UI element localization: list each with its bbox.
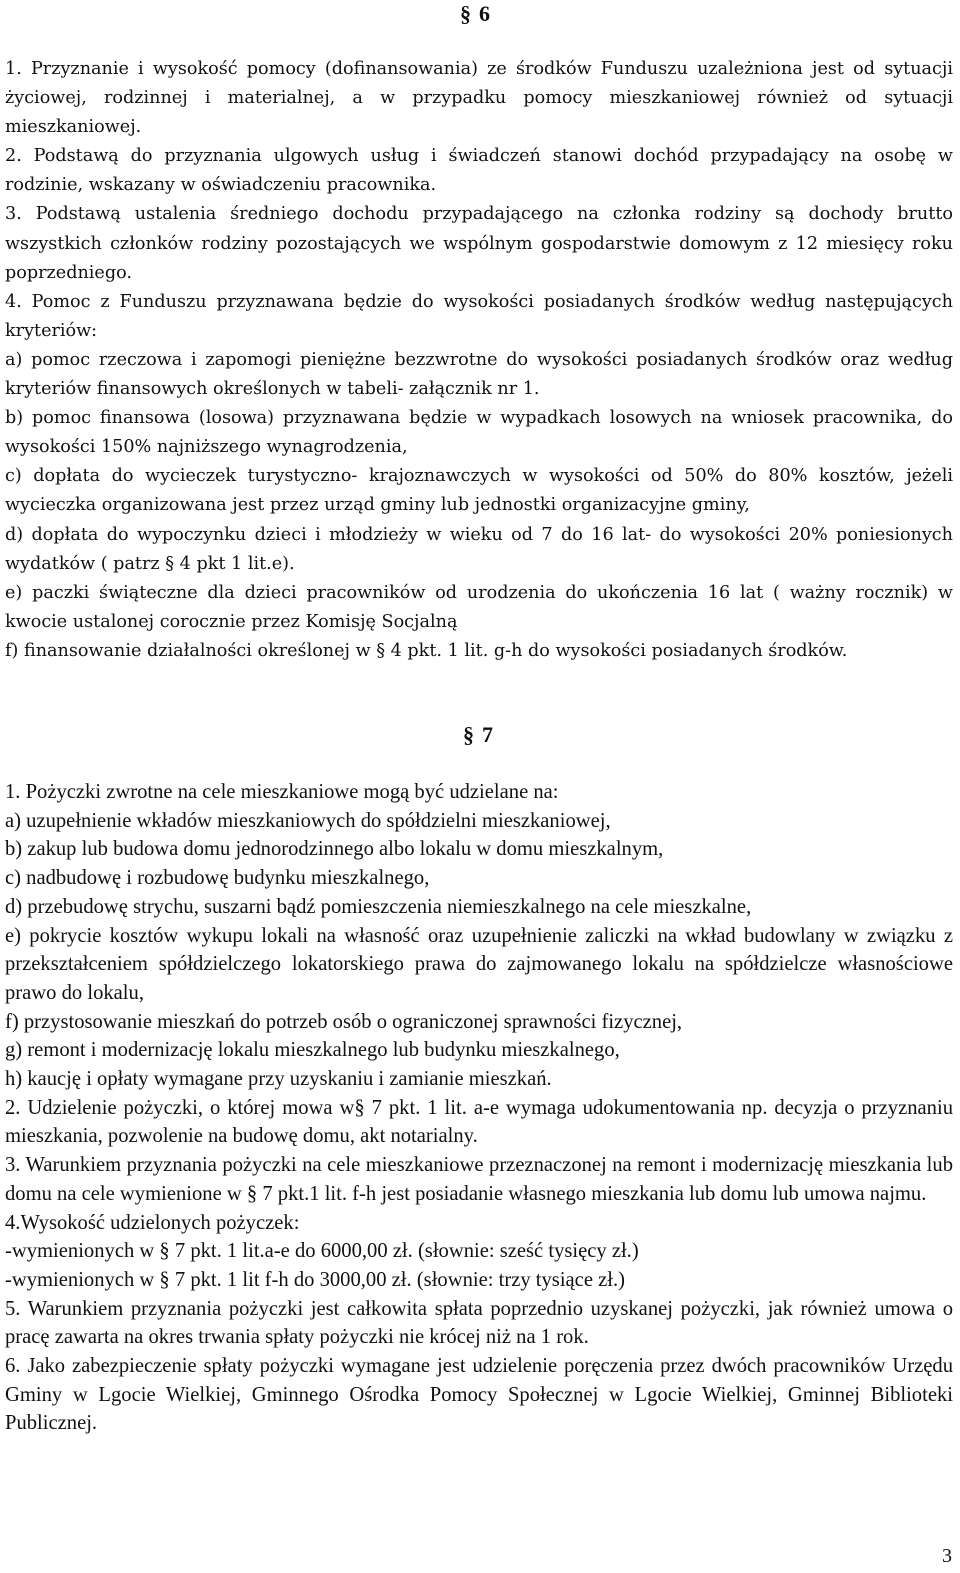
list-item: -wymienionych w § 7 pkt. 1 lit f-h do 3000,00 zł. (słownie: trzy tysiące zł.): [5, 1268, 625, 1291]
list-item: d) przebudowę strychu, suszarni bądź pomieszczenia niemieszkalnego na cele mieszkalne,: [5, 895, 752, 918]
section-7-body: [5, 778, 953, 1438]
paragraph: 6. Jako zabezpieczenie spłaty pożyczki wymagane jest udzielenie poręczenia przez dwóch pracowników Urzędu Gminy w Lgocie Wielkiej, Gminnego Ośrodka Pomocy Społecznej w Lgocie Wielkiej, Gminnej Biblioteki Publicznej.: [5, 1355, 953, 1435]
section-number: 6: [479, 1, 490, 26]
list-item: c) nadbudowę i rozbudowę budynku mieszkalnego,: [5, 867, 430, 890]
paragraph: 2. Udzielenie pożyczki, o której mowa w§ 7 pkt. 1 lit. a-e wymaga udokumentowania np. decyzja o przyznaniu mieszkania, pozwolenie na budowę domu, akt notarialny.: [5, 1096, 953, 1148]
paragraph: 3. Podstawą ustalenia średniego dochodu przypadającego na członka rodziny są dochody brutto wszystkich członków rodziny pozostających we wspólnym gospodarstwie domowym z 12 miesięcy roku poprzedniego.: [5, 204, 953, 283]
paragraph: 3. Warunkiem przyznania pożyczki na cele mieszkaniowe przeznaczonej na remont i modernizację mieszkania lub domu na cele wymienione w § 7 pkt.1 lit. f-h jest posiadanie własnego mieszkania lub domu lub umowa najmu.: [5, 1154, 953, 1205]
paragraph: 1. Przyznanie i wysokość pomocy (dofinansowania) ze środków Funduszu uzależniona jest od sytuacji życiowej, rodzinnej i materialnej, a w przypadku pomocy mieszkaniowej również od sytuacji mieszkaniowej.: [5, 59, 953, 138]
section-sign: §: [463, 722, 474, 747]
list-item: e) pokrycie kosztów wykupu lokali na własność oraz uzupełnienie zaliczki na wkład budowlany w związku z przekształceniem spółdzielczego lokatorskiego prawa do zajmowanego lokalu na spółdzielcze własnościowe prawo do lokalu,: [5, 924, 953, 1004]
section-6-body: [5, 55, 953, 666]
section-6-heading: [460, 3, 490, 25]
section-sign: §: [460, 1, 471, 26]
paragraph: 2. Podstawą do przyznania ulgowych usług i świadczeń stanowi dochód przypadający na osobę w rodzinie, wskazany w oświadczeniu pracownika.: [5, 146, 953, 196]
paragraph: 5. Warunkiem przyznania pożyczki jest całkowita spłata poprzednio uzyskanej pożyczki, jak również umowa o pracę zawarta na okres trwania spłaty pożyczki nie krócej niż na 1 rok.: [5, 1297, 953, 1349]
list-item: f) finansowanie działalności określonej w § 4 pkt. 1 lit. g-h do wysokości posiadanych środków.: [5, 640, 848, 661]
section-number: 7: [482, 722, 493, 747]
list-item: h) kaucję i opłaty wymagane przy uzyskaniu i zamianie mieszkań.: [5, 1068, 552, 1091]
paragraph: 4. Pomoc z Funduszu przyznawana będzie do wysokości posiadanych środków według następujących kryteriów:: [5, 291, 953, 341]
paragraph: 4.Wysokość udzielonych pożyczek:: [5, 1211, 300, 1234]
list-item: g) remont i modernizację lokalu mieszkalnego lub budynku mieszkalnego,: [5, 1039, 620, 1062]
list-item: f) przystosowanie mieszkań do potrzeb osób o ograniczonej sprawności fizycznej,: [5, 1010, 683, 1033]
paragraph: 1. Pożyczki zwrotne na cele mieszkaniowe mogą być udzielane na:: [5, 781, 559, 803]
page-number: 3: [942, 1545, 952, 1567]
list-item: -wymienionych w § 7 pkt. 1 lit.a-e do 6000,00 zł. (słownie: sześć tysięcy zł.): [5, 1240, 639, 1263]
list-item: e) paczki świąteczne dla dzieci pracowników od urodzenia do ukończenia 16 lat ( ważny rocznik) w kwocie ustalonej corocznie przez Komisję Socjalną: [5, 582, 953, 632]
section-7-heading: [463, 724, 493, 746]
list-item: d) dopłata do wypoczynku dzieci i młodzieży w wieku od 7 do 16 lat- do wysokości 20% poniesionych wydatków ( patrz § 4 pkt 1 lit.e).: [5, 524, 953, 574]
list-item: a) uzupełnienie wkładów mieszkaniowych do spółdzielni mieszkaniowej,: [5, 809, 611, 832]
list-item: b) zakup lub budowa domu jednorodzinnego albo lokalu w domu mieszkalnym,: [5, 838, 664, 861]
list-item: c) dopłata do wycieczek turystyczno- krajoznawczych w wysokości od 50% do 80% kosztów, jeżeli wycieczka organizowana jest przez urząd gminy lub jednostki organizacyjne gminy,: [5, 466, 953, 516]
list-item: b) pomoc finansowa (losowa) przyznawana będzie w wypadkach losowych na wniosek pracownika, do wysokości 150% najniższego wynagrodzenia,: [5, 408, 953, 458]
list-item: a) pomoc rzeczowa i zapomogi pieniężne bezzwrotne do wysokości posiadanych środków oraz według kryteriów finansowych określonych w tabeli- załącznik nr 1.: [5, 349, 953, 400]
